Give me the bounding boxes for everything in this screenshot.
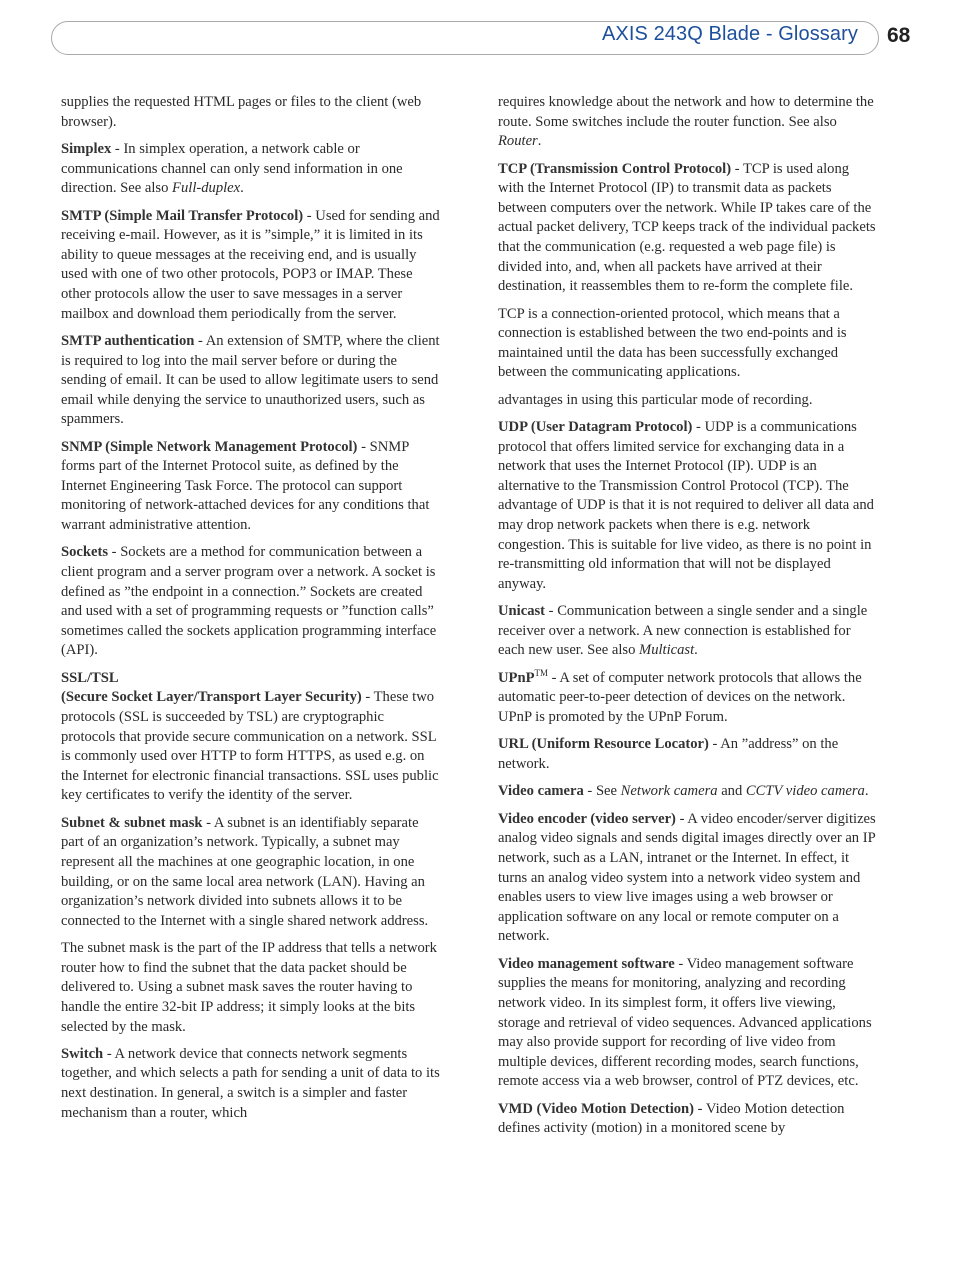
glossary-term-expansion: (Secure Socket Layer/Transport Layer Security)	[61, 689, 362, 706]
glossary-term: SSL/TSL	[61, 669, 119, 686]
glossary-term: Switch	[61, 1045, 104, 1062]
glossary-entry	[498, 160, 878, 297]
glossary-entry	[61, 332, 441, 430]
glossary-term: Sockets	[61, 544, 109, 561]
glossary-term: SMTP authentication	[61, 332, 195, 349]
glossary-definition: - Used for sending and receiving e-mail. However, as it is ”simple,” it is limited in its ability to queue messages at the receiving end, and is usually used with one of two other protocols, POP3 or IMAP. These other protocols allow the user to save messages in a server mailbox and download them periodically from the server.	[61, 207, 440, 322]
glossary-definition: supplies the requested HTML pages or files to the client (web browser).	[61, 94, 422, 130]
glossary-entry	[498, 669, 878, 728]
glossary-term: Unicast	[498, 603, 546, 620]
glossary-term: URL (Uniform Resource Locator)	[498, 736, 709, 753]
glossary-definition: - Sockets are a method for communication between a client program and a server program over a network. A socket is defined as ”the endpoint in a connection.” Sockets are created and used with a set of programming requests or ”function calls” sometimes called the sockets application programming interface (API).	[61, 544, 437, 659]
glossary-definition: advantages in using this particular mode of recording.	[498, 391, 813, 408]
see-also-reference: Router	[498, 133, 538, 150]
glossary-definition: - A video encoder/server digitizes analog video signals and sends digital images directly over an IP network, such as a LAN, intranet or the Internet. In effect, it turns an analog video system into a network video system and enables users to view live images using a web browser or application software on any local or remote computer on a network.	[498, 810, 876, 945]
glossary-definition: - In simplex operation, a network cable or communications channel can only send information in one direction. See also	[61, 140, 403, 197]
page-number: 68	[887, 24, 911, 47]
see-also-reference: Multicast	[639, 642, 695, 659]
glossary-definition: - A set of computer network protocols that allows the automatic peer-to-peer detection of devices on the network. UPnP is promoted by the UPnP Forum.	[498, 669, 862, 725]
glossary-definition: .	[694, 642, 698, 659]
see-also-reference: CCTV video camera	[745, 783, 865, 800]
glossary-definition: requires knowledge about the network and how to determine the route. Some switches include the router function. See also	[498, 94, 874, 130]
see-also-reference: Network camera	[620, 783, 718, 800]
glossary-term: SMTP (Simple Mail Transfer Protocol)	[61, 207, 304, 224]
glossary-definition: TCP is a connection-oriented protocol, which means that a connection is established between the two end-points and is maintained until the data has been successfully exchanged between the communicating applications.	[498, 305, 847, 381]
glossary-term: VMD (Video Motion Detection)	[498, 1100, 695, 1117]
glossary-definition: - An ”address” on the network.	[498, 736, 839, 772]
glossary-term: SNMP (Simple Network Management Protocol)	[61, 438, 358, 455]
glossary-term: Video management software	[498, 955, 675, 972]
glossary-definition: The subnet mask is the part of the IP address that tells a network router how to find the subnet that the data packet should be delivered to. Using a subnet mask saves the router having to handle the entire 32-bit IP address; it simply looks at the bits selected by the mask.	[61, 940, 437, 1035]
glossary-term: Video camera	[498, 783, 584, 800]
document-title: AXIS 243Q Blade - Glossary	[596, 23, 864, 46]
glossary-definition: and	[717, 783, 746, 800]
glossary-definition: - Video Motion detection defines activity (motion) in a monitored scene by	[498, 1100, 845, 1137]
glossary-entry	[498, 782, 878, 802]
glossary-entry	[61, 140, 441, 199]
glossary-entry	[498, 418, 878, 594]
glossary-definition: .	[240, 180, 244, 197]
left-column	[61, 93, 441, 1131]
glossary-entry	[498, 735, 878, 774]
glossary-entry	[498, 1100, 878, 1139]
glossary-term: Video encoder (video server)	[498, 810, 676, 827]
glossary-entry	[61, 1045, 441, 1123]
glossary-definition: - UDP is a communications protocol that offers limited service for exchanging data in a network that uses the Internet Protocol (IP). UDP is an alternative to the Transmission Control Protocol (TCP). The advantage of UDP is that it is not required to deliver all data and may drop network packets when there is e.g. network congestion. This is suitable for live video, as there is no point in re-transmitting old information that will not be displayed anyway.	[498, 419, 874, 592]
glossary-entry	[61, 814, 441, 932]
glossary-term: Simplex	[61, 140, 112, 157]
glossary-definition: .	[864, 783, 869, 800]
glossary-term: UPnP	[498, 669, 535, 686]
glossary-term: UDP (User Datagram Protocol)	[498, 419, 693, 436]
glossary-entry	[498, 391, 878, 411]
glossary-entry	[498, 93, 878, 152]
right-column	[498, 93, 878, 1147]
glossary-definition: - SNMP forms part of the Internet Protocol suite, as defined by the Internet Engineering Task Force. The protocol can support monitoring of network-attached devices for any conditions that warrant administrative attention.	[61, 438, 430, 534]
glossary-definition: - A subnet is an identifiably separate part of an organization’s network. Typically, a subnet may represent all the machines at one geographic location, in one building, or on the same local area network (LAN). Having an organization’s network divided into subnets allows it to be connected to the Internet with a single shared network address.	[61, 814, 429, 929]
glossary-definition: - See	[583, 783, 621, 800]
glossary-definition: - Communication between a single sender and a single receiver over a network. A new connection is established for each new user. See also	[498, 603, 868, 659]
glossary-definition: .	[537, 133, 542, 150]
glossary-term: Subnet & subnet mask	[61, 814, 203, 831]
glossary-entry	[61, 438, 441, 536]
trademark-superscript: TM	[534, 667, 548, 678]
glossary-definition: - A network device that connects network segments together, and which selects a path for sending a unit of data to its next destination. In general, a switch is a simpler and faster mechanism than a router, which	[61, 1045, 440, 1121]
glossary-entry	[498, 602, 878, 661]
glossary-entry	[61, 207, 441, 325]
see-also-reference: Full-duplex	[172, 180, 241, 197]
glossary-term: TCP (Transmission Control Protocol)	[498, 160, 732, 177]
glossary-definition: - Video management software supplies the means for monitoring, analyzing and recording network video. In its simplest form, it offers live viewing, storage and retrieval of video sequences. Advanced applications may also provide support for recording of live video from multiple devices, different recording modes, search functions, remote access via a web browser, control of PTZ devices, etc.	[498, 955, 872, 1090]
glossary-entry	[61, 543, 441, 661]
glossary-entry	[498, 810, 878, 947]
glossary-definition: - An extension of SMTP, where the client is required to log into the mail server before or during the sending of email. It can be used to allow legitimate users to send email while denying the service to unauthorized users, such as spammers.	[61, 332, 440, 428]
glossary-entry	[61, 939, 441, 1037]
glossary-entry	[498, 305, 878, 383]
glossary-entry	[61, 93, 441, 132]
glossary-entry	[61, 669, 441, 806]
glossary-definition: - These two protocols (SSL is succeeded by TSL) are cryptographic protocols that provide secure communication on a network. SSL is commonly used over HTTP to form HTTPS, as used e.g. on the Internet for electronic financial transactions. SSL uses public key certificates to verify the identity of the server.	[61, 689, 439, 804]
glossary-definition: - TCP is used along with the Internet Protocol (IP) to transmit data as packets between computers over the network. While IP takes care of the actual packet delivery, TCP keeps track of the individual packets that the communication (e.g. requested a web page file) is divided into, and, when all packets have arrived at their destination, it reassembles them to re-form the complete file.	[498, 160, 876, 295]
glossary-entry	[498, 955, 878, 1092]
